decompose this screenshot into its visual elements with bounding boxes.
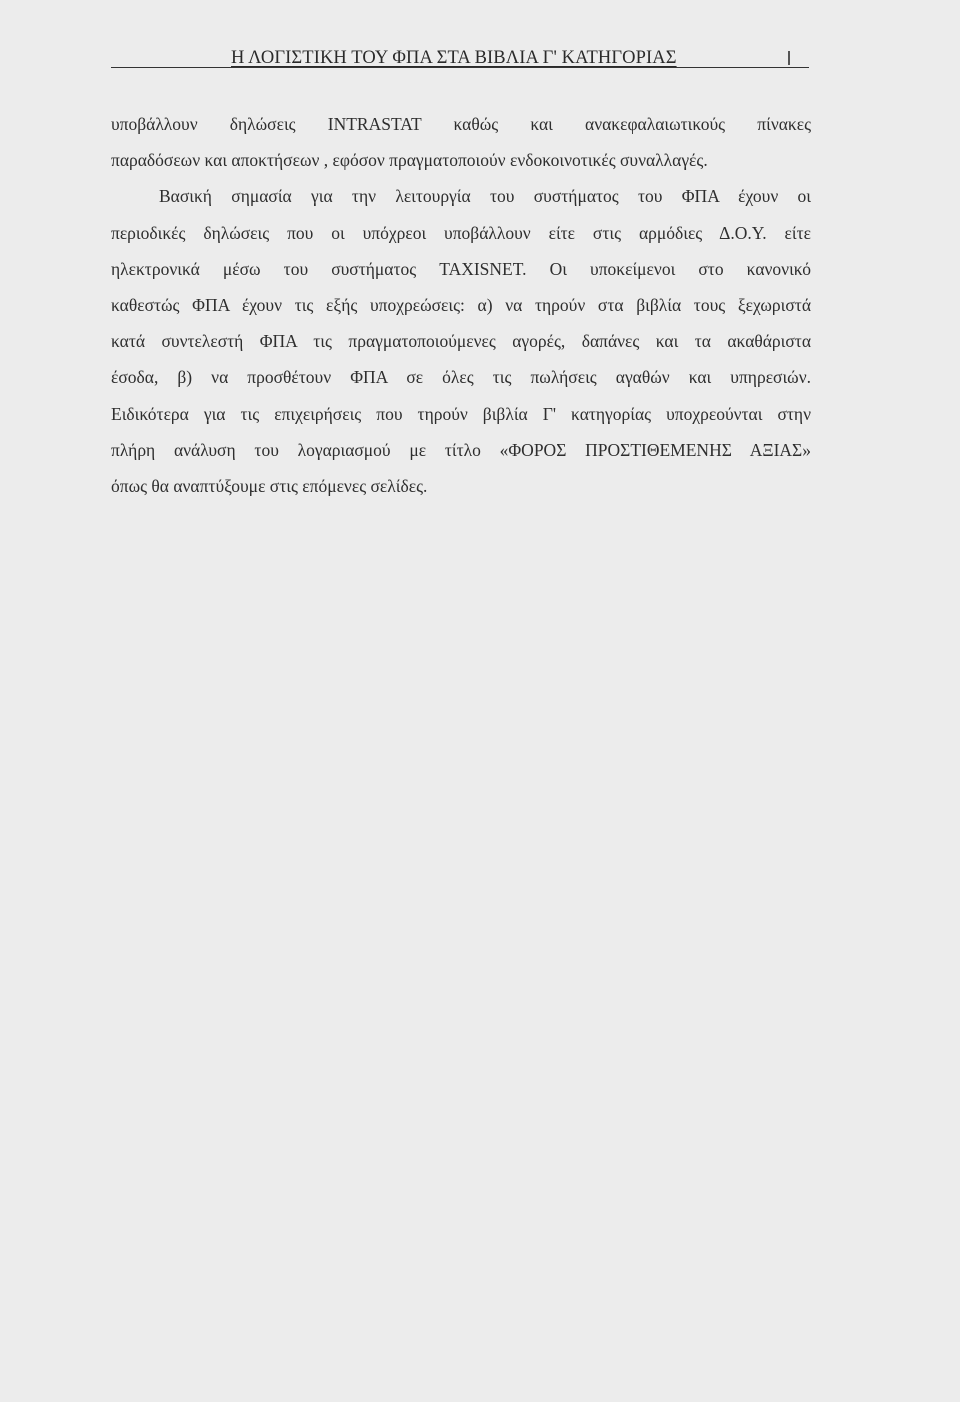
text-line: όπως θα αναπτύξουμε στις επόμενες σελίδες. — [111, 475, 428, 496]
page-title: Η ΛΟΓΙΣΤΙΚΗ ΤΟΥ ΦΠΑ ΣΤΑ ΒΙΒΛΙΑ Γ' ΚΑΤΗΓΟΡΙΑΣ — [231, 48, 677, 68]
body-text — [111, 106, 811, 504]
text-line: παραδόσεων και αποκτήσεων , εφόσον πραγματοποιούν ενδοκοινοτικές συναλλαγές. — [111, 150, 708, 171]
text-line: Ειδικότερα για τις επιχειρήσεις που τηρούν βιβλία Γ' κατηγορίας υποχρεούνται στην — [111, 403, 811, 424]
header-edge-mark — [788, 51, 790, 65]
text-line: ηλεκτρονικά μέσω του συστήματος TAXISNET. Οι υποκείμενοι στο κανονικό — [111, 258, 811, 279]
page-header — [111, 46, 809, 68]
text-line: πλήρη ανάλυση του λογαριασμού με τίτλο «ΦΟΡΟΣ ΠΡΟΣΤΙΘΕΜΕΝΗΣ ΑΞΙΑΣ» — [111, 439, 811, 460]
paragraph-start-line: Βασική σημασία για την λειτουργία του συστήματος του ΦΠΑ έχουν οι — [159, 186, 811, 207]
text-line: υποβάλλουν δηλώσεις INTRASTAT καθώς και ανακεφαλαιωτικούς πίνακες — [111, 114, 811, 134]
text-line: περιοδικές δηλώσεις που οι υπόχρεοι υποβάλλουν είτε στις αρμόδιες Δ.Ο.Υ. είτε — [111, 222, 811, 243]
text-line: καθεστώς ΦΠΑ έχουν τις εξής υποχρεώσεις: α) να τηρούν στα βιβλία τους ξεχωριστά — [111, 294, 811, 315]
text-line: κατά συντελεστή ΦΠΑ τις πραγματοποιούμενες αγορές, δαπάνες και τα ακαθάριστα — [111, 331, 811, 352]
text-line: έσοδα, β) να προσθέτουν ΦΠΑ σε όλες τις πωλήσεις αγαθών και υπηρεσιών. — [111, 367, 811, 388]
